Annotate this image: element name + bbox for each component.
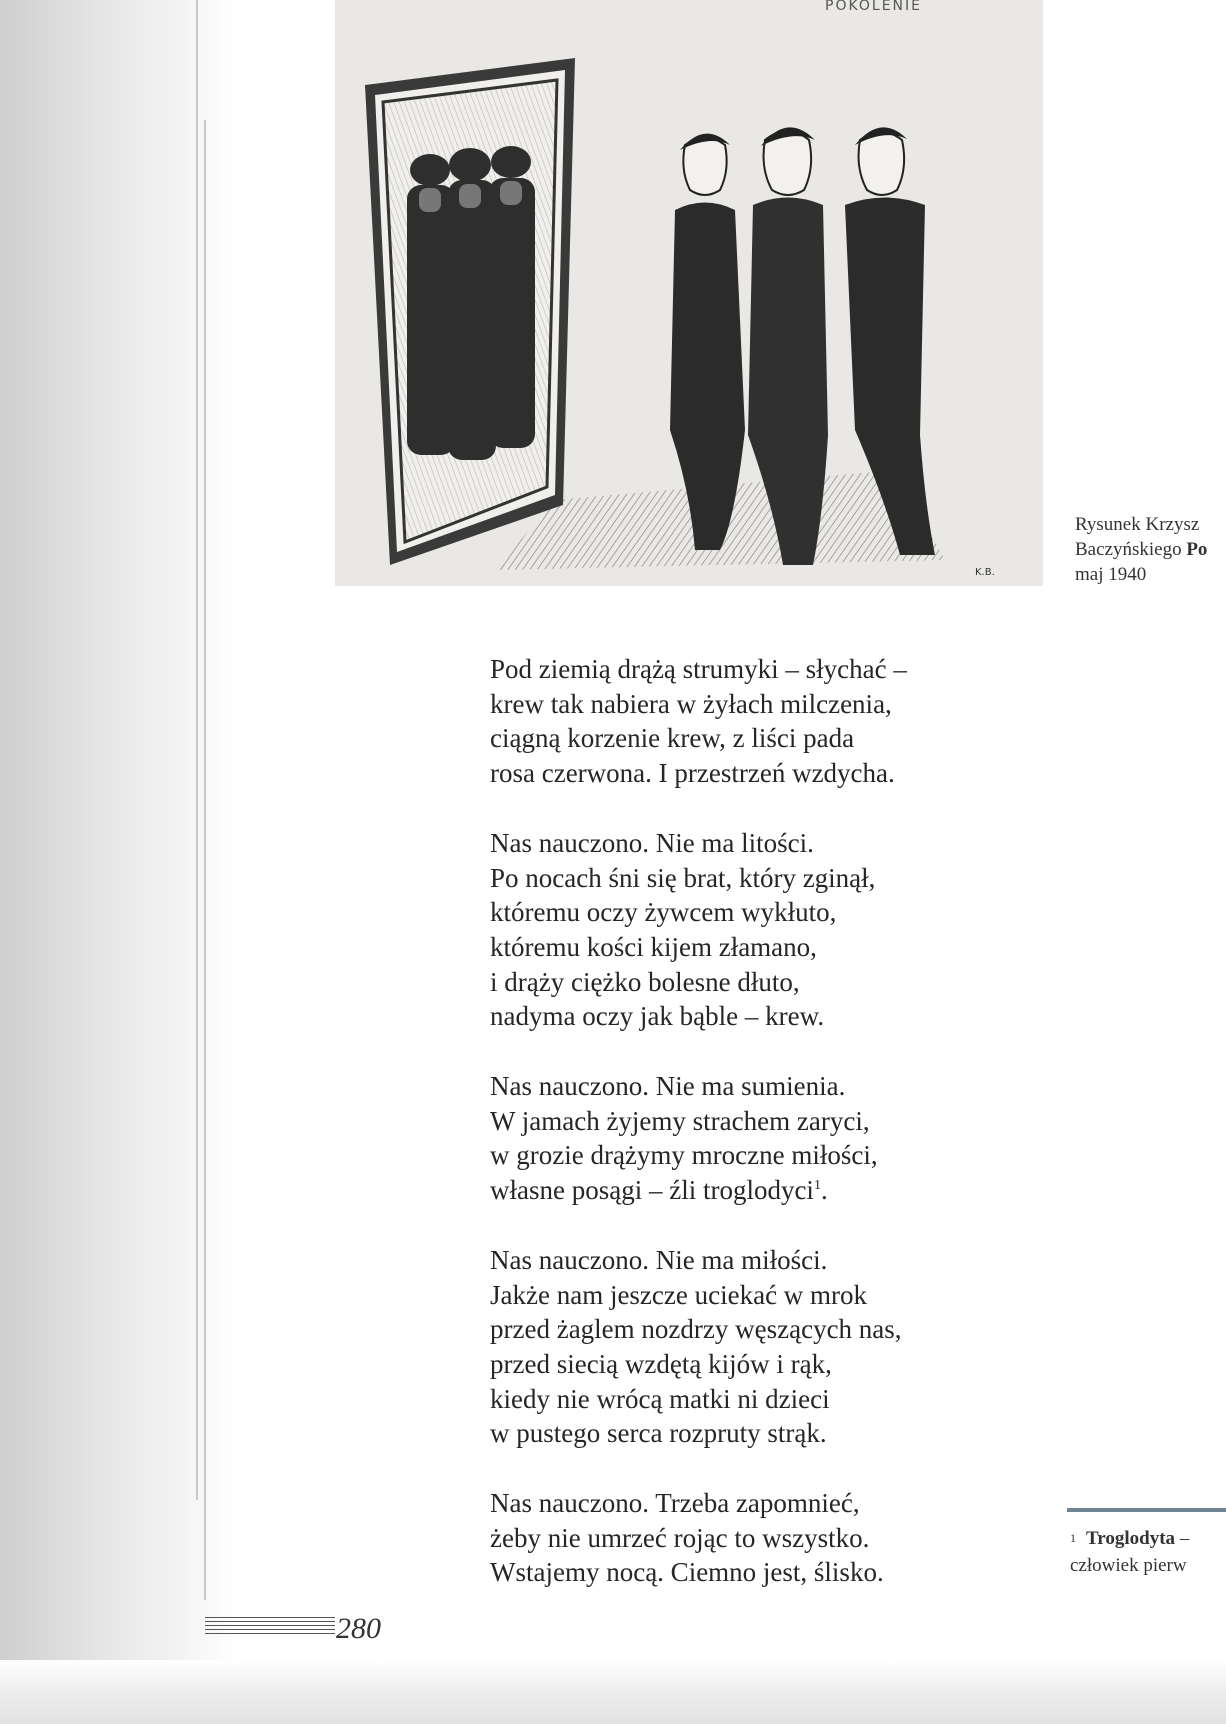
poem-line: W jamach żyjemy strachem zaryci, [490,1105,870,1136]
poem-line: Wstajemy nocą. Ciemno jest, ślisko. [490,1557,884,1588]
footnote-term: Troglodyta [1086,1528,1176,1549]
poem-line: Jakże nam jeszcze uciekać w mrok [490,1279,868,1310]
footnote [1070,1525,1226,1579]
monogram: K.B. [975,567,995,578]
poem-line: któremu kości kijem złamano, [490,931,817,962]
illustration [335,0,1043,586]
footnote-line [1070,1525,1226,1552]
stanza [490,1243,1050,1451]
poem-line-punctuation: . [820,1175,828,1206]
illustration-caption [1075,512,1226,587]
footnote-rule [1067,1508,1226,1512]
poem-line: żeby nie umrzeć rojąc to wszystko. [490,1522,870,1553]
poem-line: w pustego serca rozpruty strąk. [490,1418,827,1449]
caption-title-bold: Po [1186,539,1208,560]
poem-line: ciągną korzenie krew, z liści pada [490,723,855,754]
poem-line: któremu oczy żywcem wykłuto, [490,897,837,928]
poem-line: Nas nauczono. Nie ma litości. [490,827,814,858]
poem [490,652,1050,1625]
caption-line: Rysunek Krzysz [1075,514,1200,535]
mirror [365,58,575,565]
stanza [490,652,1050,791]
poem-line: kiedy nie wrócą matki ni dzieci [490,1383,830,1414]
poem-line: Nas nauczono. Nie ma sumienia. [490,1071,846,1102]
page-number: 280 [336,1612,381,1645]
page-edge-shadow [0,1660,1226,1724]
poem-line: Pod ziemią drążą strumyki – słychać – [490,654,907,684]
poem-line [490,1173,1050,1208]
poem-line: i drąży ciężko bolesne dłuto, [490,966,800,997]
stanza [490,1069,1050,1208]
footnote-definition: człowiek pierw [1070,1555,1187,1576]
mirror-drawing [335,0,1043,586]
caption-line [1075,537,1226,562]
footnote-number: 1 [1070,1531,1076,1545]
poem-line-text: własne posągi – źli troglodyci [490,1175,814,1206]
poem-line: nadyma oczy jak bąble – krew. [490,1001,825,1032]
poem-line: Nas nauczono. Nie ma miłości. [490,1244,828,1275]
poem-line: Nas nauczono. Trzeba zapomnieć, [490,1488,860,1519]
poem-line: przed żaglem nozdrzy węszących nas, [490,1314,902,1345]
gutter-line [196,0,198,1500]
page-number-decoration [205,1617,335,1637]
poem-line: w grozie drążymy mroczne miłości, [490,1140,878,1171]
gutter-line [204,120,206,1600]
footnote-dash: – [1175,1528,1190,1549]
caption-text: Baczyńskiego [1075,539,1187,560]
poem-line: Po nocach śni się brat, który zginął, [490,862,876,893]
footnote-reference[interactable]: 1 [813,1178,821,1194]
poem-line: przed siecią wzdętą kijów i rąk, [490,1348,832,1379]
top-title-text: POKOLENIE [825,0,922,14]
poem-line: rosa czerwona. I przestrzeń wzdycha. [490,758,895,789]
stanza [490,1486,1050,1590]
caption-line: maj 1940 [1075,564,1147,585]
stanza [490,826,1050,1034]
poem-line: krew tak nabiera w żyłach milczenia, [490,688,892,719]
